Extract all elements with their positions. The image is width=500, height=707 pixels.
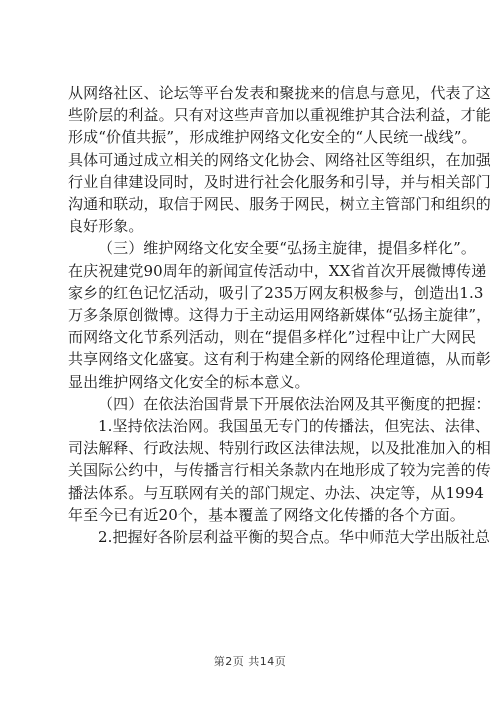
text-line: 关国际公约中，与传播言行相关条款内在地形成了较为完善的传 [68,461,491,480]
text-line: 些阶层的利益。只有对这些声音加以重视维护其合法利益，才能 [68,106,491,125]
section-heading-4: （四）在依法治国背景下开展依法治网及其平衡度的把握： [98,394,491,413]
text-line: 显出维护网络文化安全的标本意义。 [68,372,310,391]
numbered-item-2: 2.把握好各阶层利益平衡的契合点。华中师范大学出版社总 [98,528,491,547]
text-line: 而网络文化节系列活动，则在“提倡多样化”过程中让广大网民 [68,328,477,347]
text-line: 年至今已有近20个，基本覆盖了网络文化传播的各个方面。 [68,505,465,524]
document-body [68,82,492,548]
text-line: 家乡的红色记忆活动，吸引了235万网友积极参与，创造出1.3 [68,283,484,302]
text-line: 在庆祝建党90周年的新闻宣传活动中，XX省首次开展微博传递 [68,261,487,280]
text-line: 司法解释、行政法规、特别行政区法律法规，以及批准加入的相 [68,439,491,458]
page-number-footer: 第2页 共14页 [213,655,287,668]
text-line: 沟通和联动，取信于网民、服务于网民，树立主管部门和组织的 [68,195,491,214]
text-line: 行业自律建设同时，及时进行社会化服务和引导，并与相关部门 [68,172,491,191]
text-line: 形成“价值共振”，形成维护网络文化安全的“人民统一战线”。 [68,128,477,147]
numbered-item-1: 1.坚持依法治网。我国虽无专门的传播法，但宪法、法律、 [98,417,491,436]
text-line: 良好形象。 [68,217,144,236]
text-line: 具体可通过成立相关的网络文化协会、网络社区等组织，在加强 [68,150,491,169]
text-line: 从网络社区、论坛等平台发表和聚拢来的信息与意见，代表了这 [68,84,491,102]
text-line: 万多条原创微博。这得力于主动运用网络新媒体“弘扬主旋律”， [68,306,492,325]
text-line: 共享网络文化盛宴。这有利于构建全新的网络伦理道德，从而彰 [68,350,491,369]
section-heading-3: （三）维护网络文化安全要“弘扬主旋律，提倡多样化”。 [98,239,476,258]
text-line: 播法体系。与互联网有关的部门规定、办法、决定等，从1994 [68,483,485,502]
